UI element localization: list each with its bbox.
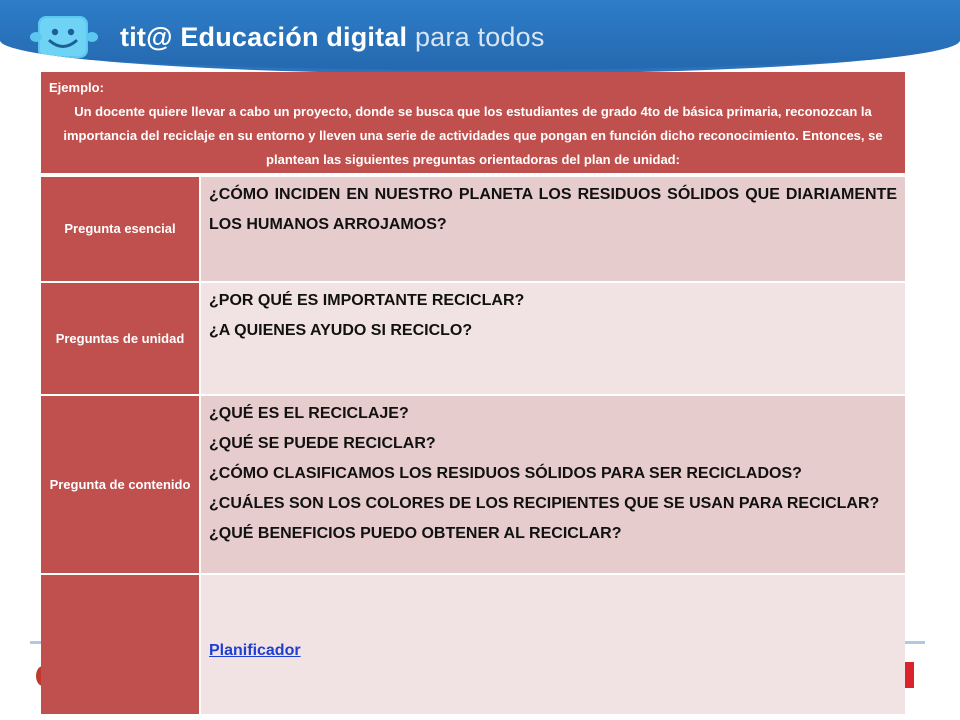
example-label: Ejemplo: — [49, 80, 104, 95]
row-label-unit-questions — [41, 282, 200, 395]
planner-link[interactable]: Planificador — [209, 642, 301, 659]
example-box — [41, 72, 905, 173]
question-text: ¿POR QUÉ ES IMPORTANTE RECICLAR? — [209, 292, 525, 309]
row-label-content-question — [41, 395, 200, 574]
question-text: ¿A QUIENES AYUDO SI RECICLO? — [209, 322, 473, 339]
example-text: Un docente quiere llevar a cabo un proyecto, donde se busca que los estudiantes de grado 4to de básica primaria, reconozcan la importancia del reciclaje en su entorno y lleven una serie de actividades que pongan en función dicho reconocimiento. Entonces, se plantean las siguientes preguntas orientadoras del plan de unidad: — [63, 104, 883, 167]
smiling-mascot-icon — [30, 10, 110, 70]
planner-link-cell — [200, 574, 905, 715]
unit-questions-label: Preguntas de unidad — [55, 330, 185, 346]
content-question-label: Pregunta de contenido — [49, 476, 191, 492]
table-row — [41, 177, 905, 282]
brand-title-light: para todos — [414, 22, 545, 52]
unit-plan-card — [41, 72, 905, 716]
guiding-questions-table — [41, 177, 905, 716]
content-questions-cell — [200, 395, 905, 574]
table-row — [41, 282, 905, 395]
header-banner — [0, 0, 960, 74]
question-text: ¿CÓMO INCIDEN EN NUESTRO PLANETA LOS RESIDUOS SÓLIDOS QUE DIARIAMENTE LOS HUMANOS ARROJAMOS? — [209, 186, 897, 233]
brand-title — [120, 22, 545, 53]
question-text: ¿QUÉ BENEFICIOS PUEDO OBTENER AL RECICLAR? — [209, 525, 622, 542]
question-text: ¿QUÉ SE PUEDE RECICLAR? — [209, 435, 436, 452]
table-row — [41, 574, 905, 715]
question-text: ¿CÓMO CLASIFICAMOS LOS RESIDUOS SÓLIDOS PARA SER RECICLADOS? — [209, 465, 802, 482]
question-text: ¿CUÁLES SON LOS COLORES DE LOS RECIPIENTES QUE SE USAN PARA RECICLAR? — [209, 495, 880, 512]
row-label-essential-question: Pregunta esencial — [41, 177, 200, 282]
brand-title-bold: tit@ Educación digital — [120, 22, 408, 52]
row-label-empty — [41, 574, 200, 715]
table-row — [41, 395, 905, 574]
essential-question-cell — [200, 177, 905, 282]
unit-questions-cell — [200, 282, 905, 395]
question-text: ¿QUÉ ES EL RECICLAJE? — [209, 405, 409, 422]
